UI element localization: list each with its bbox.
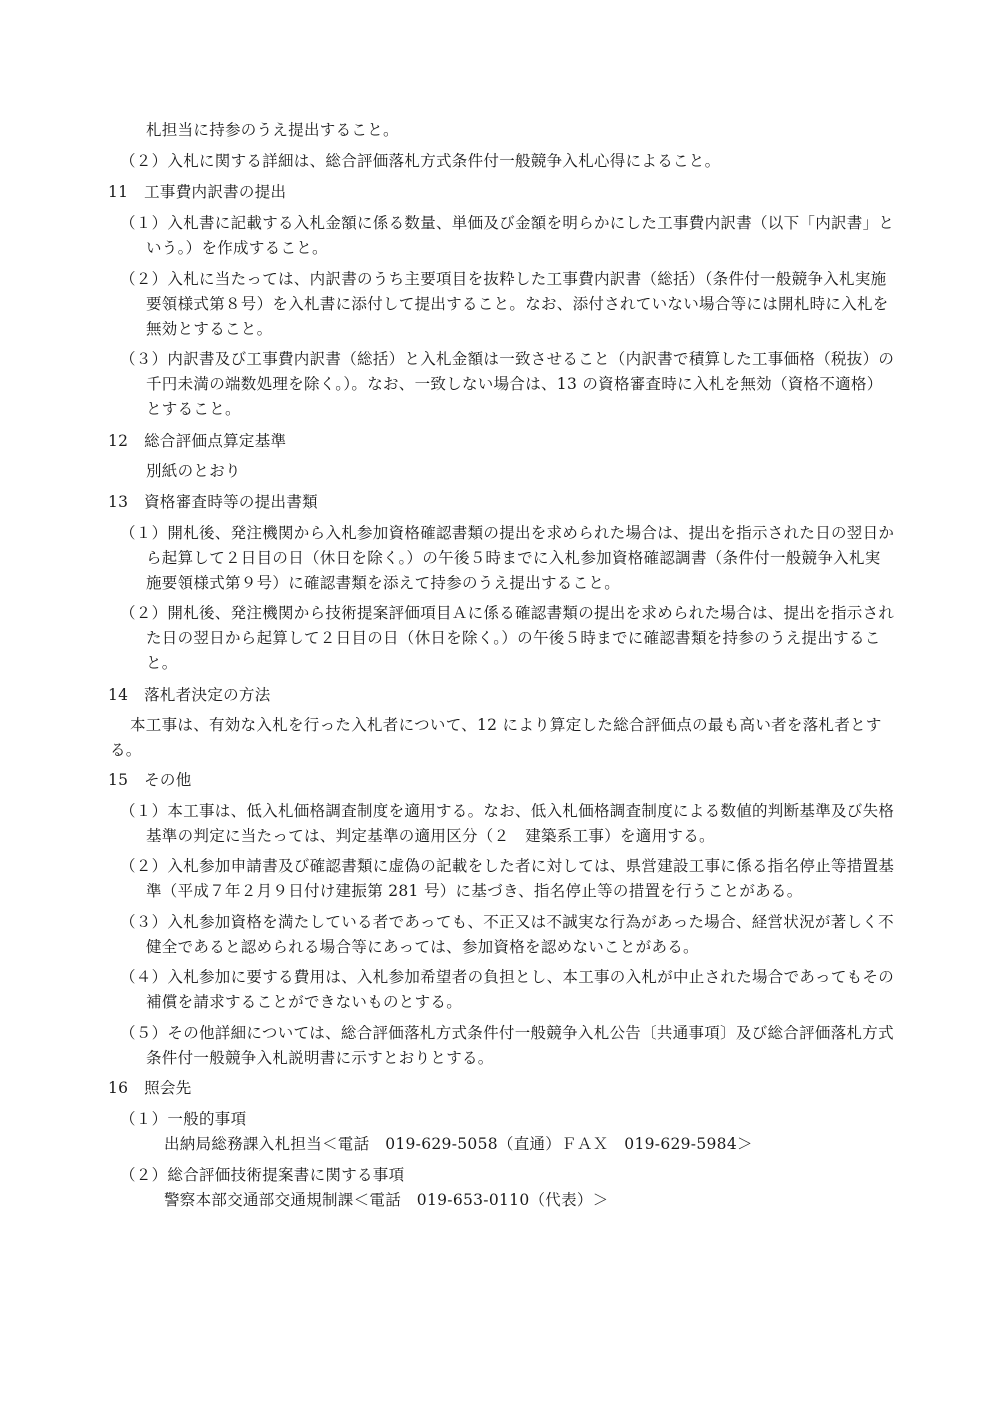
text-line: とすること。 [146,400,241,418]
text-line: （５）その他詳細については、総合評価落札方式条件付一般競争入札公告〔共通事項〕及び総合評価落札方式 [120,1024,894,1042]
text-line: 準（平成７年２月９日付け建振第 281 号）に基づき、指名停止等の措置を行うことがある。 [146,882,803,900]
text-line: 健全であると認められる場合等にあっては、参加資格を認めないことがある。 [146,938,699,956]
section-heading: 15 その他 [108,771,192,789]
text-line: （２）入札に関する詳細は、総合評価落札方式条件付一般競争入札心得によること。 [120,152,721,170]
text-line: 札担当に持参のうえ提出すること。 [146,121,399,139]
text-line: （３）入札参加資格を満たしている者であっても、不正又は不誠実な行為があった場合、経営状況が著しく不 [120,913,894,931]
text-line: （１）本工事は、低入札価格調査制度を適用する。なお、低入札価格調査制度による数値的判断基準及び失格 [120,802,895,820]
text-line: 警察本部交通部交通規制課＜電話 019-653-0110（代表）＞ [164,1191,609,1209]
text-line: 無効とすること。 [146,320,273,338]
text-line: （１）開札後、発注機関から入札参加資格確認書類の提出を求められた場合は、提出を指示された日の翌日か [120,524,895,542]
text-line: 基準の判定に当たっては、判定基準の適用区分（２ 建築系工事）を適用する。 [146,827,715,845]
text-line: 千円未満の端数処理を除く。）。なお、一致しない場合は、13 の資格審査時に入札を無効（資格不適格） [146,375,883,393]
text-line: 条件付一般競争入札説明書に示すとおりとする。 [146,1049,494,1067]
section-heading: 11 工事費内訳書の提出 [108,183,287,201]
text-line: （２）総合評価技術提案書に関する事項 [120,1166,405,1184]
text-line: （２）入札に当たっては、内訳書のうち主要項目を抜粋した工事費内訳書（総括）（条件付一般競争入札実施 [120,270,887,288]
text-line: 別紙のとおり [146,462,241,480]
section-heading: 12 総合評価点算定基準 [108,432,287,450]
text-line: 要領様式第８号）を入札書に添付して提出すること。なお、添付されていない場合等には開札時に入札を [146,295,889,313]
section-heading: 16 照会先 [108,1079,192,1097]
text-line: と。 [146,654,178,672]
section-heading: 14 落札者決定の方法 [108,686,271,704]
text-line: 補償を請求することができないものとする。 [146,993,463,1011]
text-line: 出納局総務課入札担当＜電話 019-629-5058（直通）ＦＡＸ 019-629-5984＞ [164,1135,753,1153]
text-line: （３）内訳書及び工事費内訳書（総括）と入札金額は一致させること（内訳書で積算した工事価格（税抜）の [120,350,895,368]
text-line: 施要領様式第９号）に確認書類を添えて持参のうえ提出すること。 [146,574,621,592]
text-line: （１）入札書に記載する入札金額に係る数量、単価及び金額を明らかにした工事費内訳書（以下「内訳書」と [120,214,895,232]
text-line: た日の翌日から起算して２日目の日（休日を除く。）の午後５時までに確認書類を持参のうえ提出するこ [146,629,881,647]
text-line: 本工事は、有効な入札を行った入札者について、12 により算定した総合評価点の最も高い者を落札者とす [130,716,882,734]
text-line: ら起算して２日目の日（休日を除く。）の午後５時までに入札参加資格確認調書（条件付一般競争入札実 [146,549,881,567]
text-line: （４）入札参加に要する費用は、入札参加希望者の負担とし、本工事の入札が中止された場合であってもその [120,968,895,986]
text-line: る。 [110,741,142,759]
text-line: （２）開札後、発注機関から技術提案評価項目Ａに係る確認書類の提出を求められた場合は、提出を指示され [120,604,895,622]
text-line: （１）一般的事項 [120,1110,247,1128]
section-heading: 13 資格審査時等の提出書類 [108,493,318,511]
text-line: （２）入札参加申請書及び確認書類に虚偽の記載をした者に対しては、県営建設工事に係る指名停止等措置基 [120,857,895,875]
text-line: いう。）を作成すること。 [146,239,328,257]
